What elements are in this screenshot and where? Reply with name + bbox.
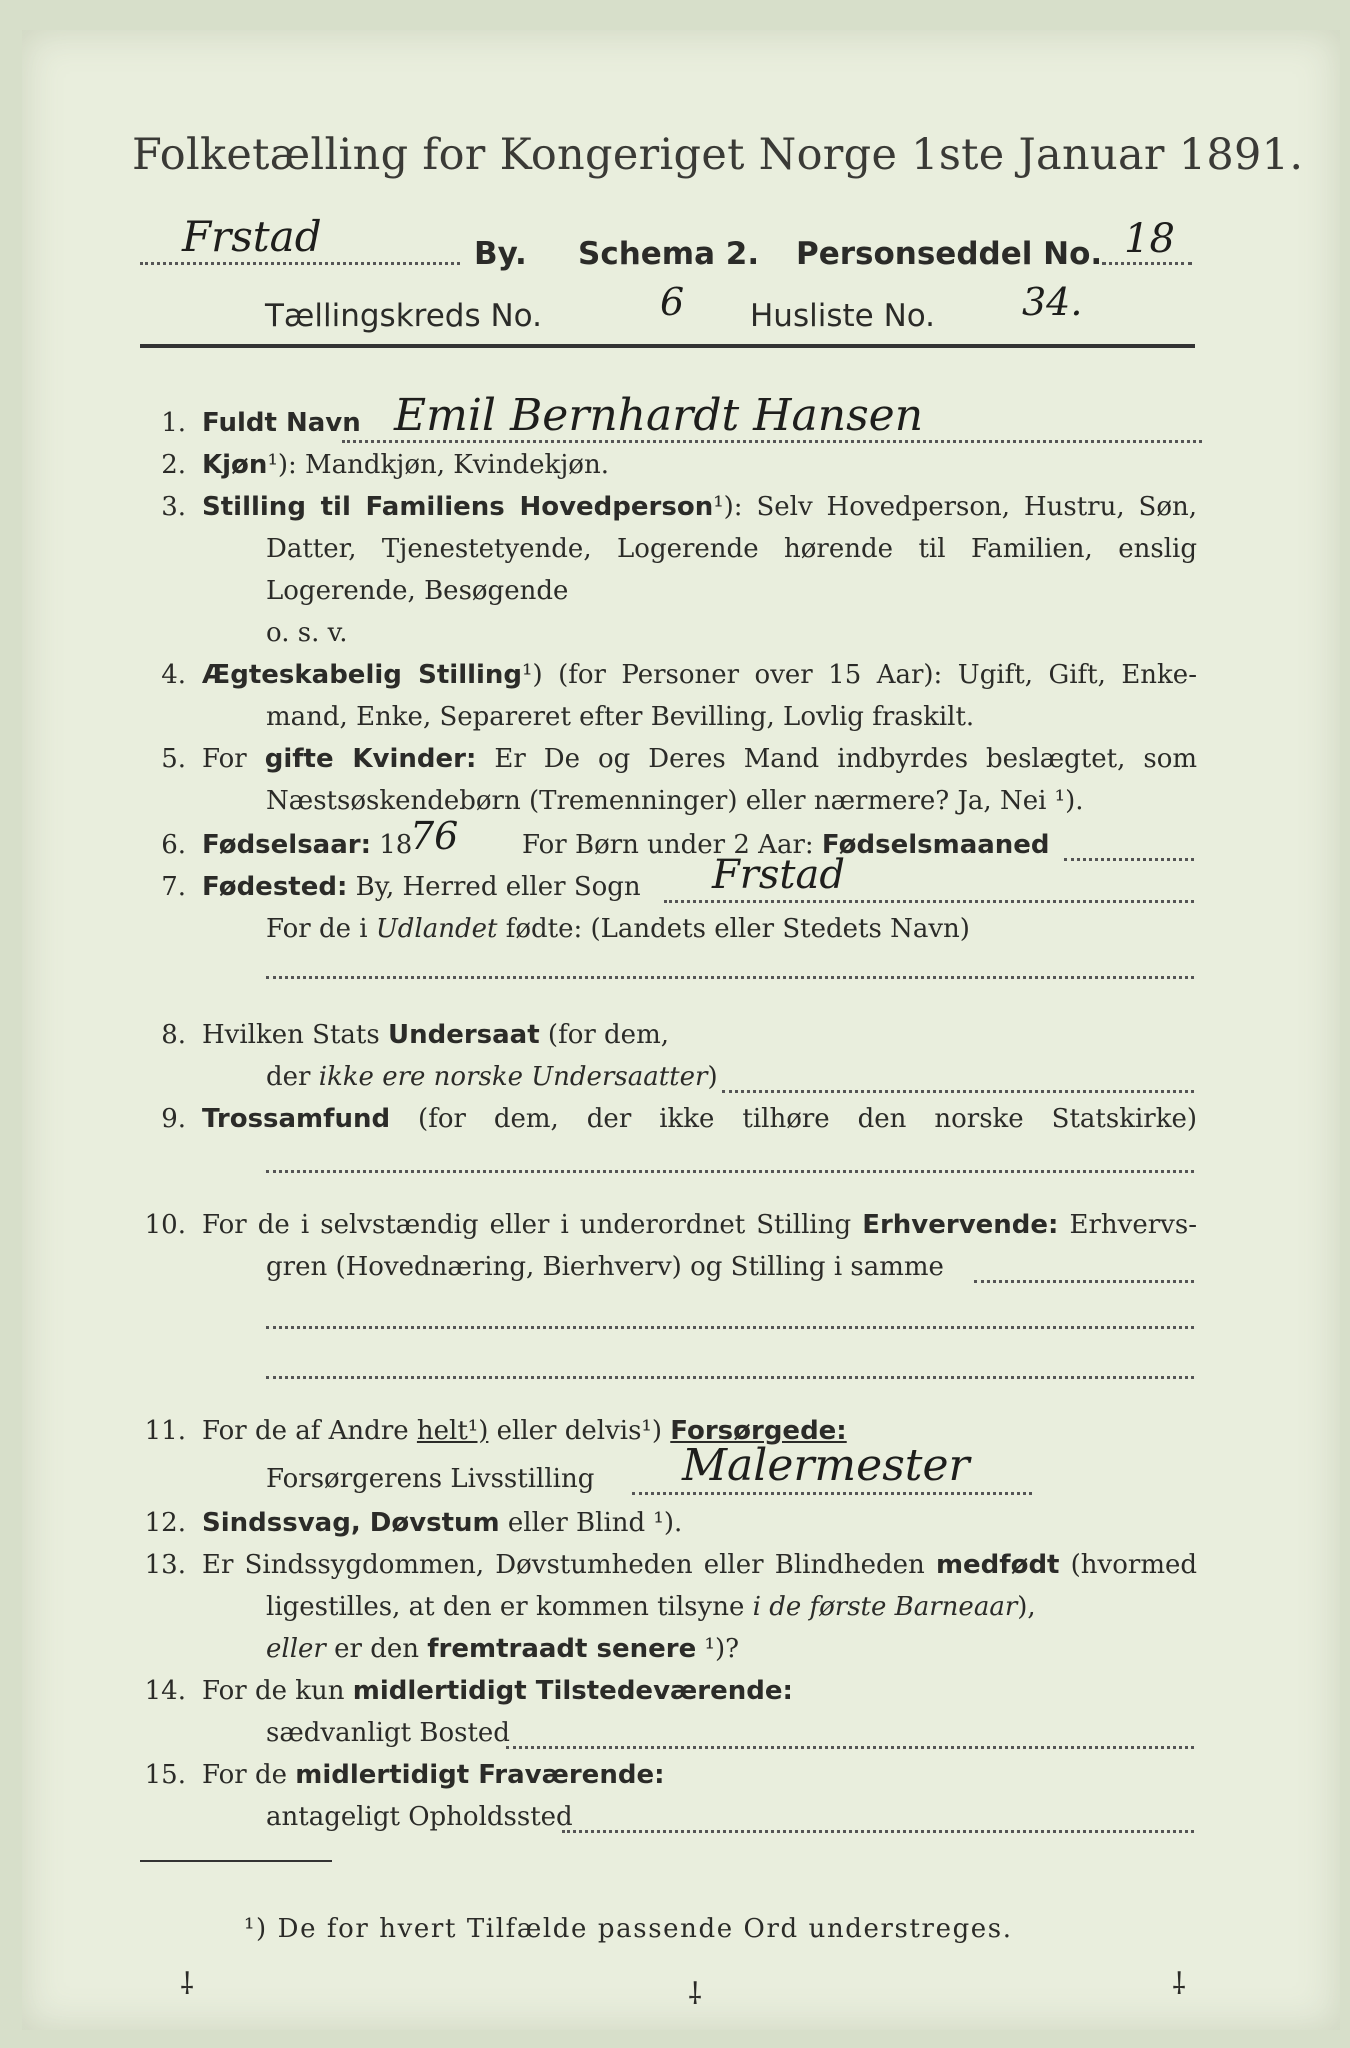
census-form [22, 30, 1340, 2030]
taellingskreds-number: 6 [660, 280, 685, 324]
taellingskreds-label: Tællingskreds No. [265, 298, 542, 334]
item-3-line2: Datter, Tjenestetyende, Logerende hørende til Familien, enslig [266, 534, 1197, 564]
occupation-dots-3 [266, 1376, 1194, 1379]
item-4-line2: mand, Enke, Separeret efter Bevilling, Lovlig fraskilt. [266, 702, 975, 732]
residence-dots [506, 1746, 1194, 1749]
item-10-line1: For de i selvstændig eller i underordnet Stilling Erhvervende: Erhvervs- [202, 1210, 1197, 1240]
item-13-line2: ligestilles, at den er kommen tilsyne i de første Barneaar), [266, 1592, 1036, 1622]
birth-year-handwritten: 76 [410, 814, 459, 858]
provider-occupation-handwritten: Malermester [682, 1440, 970, 1491]
item-7-line2: For de i Udlandet fødte: (Landets eller Stedets Navn) [266, 914, 970, 944]
item-15-line2: antageligt Opholdssted [266, 1802, 573, 1832]
item-number: 11. [144, 1416, 186, 1446]
birthplace-handwritten: Frstad [712, 852, 845, 898]
item-7-line1: Fødested: By, Herred eller Sogn [202, 872, 641, 902]
provider-dots [632, 1492, 1032, 1495]
personseddel-dots [1102, 262, 1192, 265]
item-number: 2. [161, 450, 186, 480]
item-number: 9. [161, 1104, 186, 1134]
item-4-line1: Ægteskabelig Stilling¹) (for Personer over 15 Aar): Ugift, Gift, Enke- [202, 660, 1197, 690]
item-15-line1: For de midlertidigt Fraværende: [202, 1760, 665, 1790]
item-8-line1: Hvilken Stats Undersaat (for dem, [202, 1020, 669, 1050]
by-label: By. [474, 236, 527, 272]
margin-mark-right: ⸸ [1172, 1967, 1187, 2002]
citizenship-dots [722, 1090, 1194, 1093]
item-number: 8. [161, 1020, 186, 1050]
city-handwritten: Frstad [182, 212, 322, 261]
item-3-line1: Stilling til Familiens Hovedperson¹): Selv Hovedperson, Hustru, Søn, [202, 492, 1197, 522]
item-13-line3: eller er den fremtraadt senere ¹)? [266, 1634, 740, 1664]
city-dots [140, 262, 460, 265]
item-13-line1: Er Sindssygdommen, Døvstumheden eller Blindheden medfødt (hvormed [202, 1550, 1198, 1580]
husliste-label: Husliste No. [750, 298, 936, 334]
item-number: 1. [161, 408, 186, 438]
occupation-dots-1 [974, 1280, 1194, 1283]
item-number: 6. [161, 830, 186, 860]
footnote-rule [140, 1860, 332, 1862]
full-name-handwritten: Emil Bernhardt Hansen [394, 390, 924, 441]
husliste-number: 34. [1022, 280, 1083, 324]
form-title: Folketælling for Kongeriget Norge 1ste Januar 1891. [132, 130, 1304, 180]
schema-label: Schema 2. [578, 236, 760, 272]
item-6-line: Fødselsaar: 18 [202, 830, 413, 860]
personseddel-number: 18 [1124, 216, 1175, 262]
item-6-line-b: For Børn under 2 Aar: Fødselsmaaned [522, 830, 1050, 860]
birthplace-dots [664, 900, 1194, 903]
religion-dots [266, 1170, 1194, 1173]
item-9-line: Trossamfund (for dem, der ikke tilhøre den norske Statskirke) [202, 1104, 1197, 1134]
item-8-line2: der ikke ere norske Undersaatter) [266, 1062, 718, 1092]
item-number: 13. [144, 1550, 186, 1580]
stay-place-dots [562, 1830, 1194, 1833]
item-11-line1: For de af Andre helt¹) eller delvis¹) Forsørgede: [202, 1416, 847, 1446]
item-14-line2: sædvanligt Bosted [266, 1718, 510, 1748]
item-number: 14. [144, 1676, 186, 1706]
birth-month-dots [1064, 858, 1194, 861]
footnote: ¹) De for hvert Tilfælde passende Ord understreges. [244, 1914, 1013, 1944]
personseddel-label: Personseddel No. [796, 236, 1103, 272]
item-number: 3. [161, 492, 186, 522]
margin-mark-center: ⸸ [688, 1977, 703, 2012]
item-number: 7. [161, 872, 186, 902]
item-14-line1: For de kun midlertidigt Tilstedeværende: [202, 1676, 793, 1706]
occupation-dots-2 [266, 1326, 1194, 1329]
full-name-label: Fuldt Navn [202, 408, 361, 438]
margin-mark-left: ⸸ [180, 1967, 195, 2002]
item-10-line2: gren (Hovednæring, Bierhverv) og Stilling i samme [266, 1252, 944, 1282]
item-5-line1: For gifte Kvinder: Er De og Deres Mand indbyrdes beslægtet, som [202, 744, 1198, 774]
item-5-line2: Næstsøskendebørn (Tremenninger) eller nærmere? Ja, Nei ¹). [266, 786, 1084, 816]
item-number: 15. [144, 1760, 186, 1790]
item-3-line3: Logerende, Besøgende [266, 576, 569, 606]
item-11-line2: Forsørgerens Livsstilling [266, 1464, 595, 1494]
header-rule [140, 344, 1195, 348]
item-12-line: Sindssvag, Døvstum eller Blind ¹). [202, 1508, 683, 1538]
item-number: 10. [144, 1210, 186, 1240]
item-number: 12. [144, 1508, 186, 1538]
foreign-place-dots [266, 976, 1194, 979]
item-3-line4: o. s. v. [266, 618, 348, 648]
item-number: 5. [161, 744, 186, 774]
item-2-line: Kjøn¹): Mandkjøn, Kvindekjøn. [202, 450, 609, 480]
item-number: 4. [161, 660, 186, 690]
